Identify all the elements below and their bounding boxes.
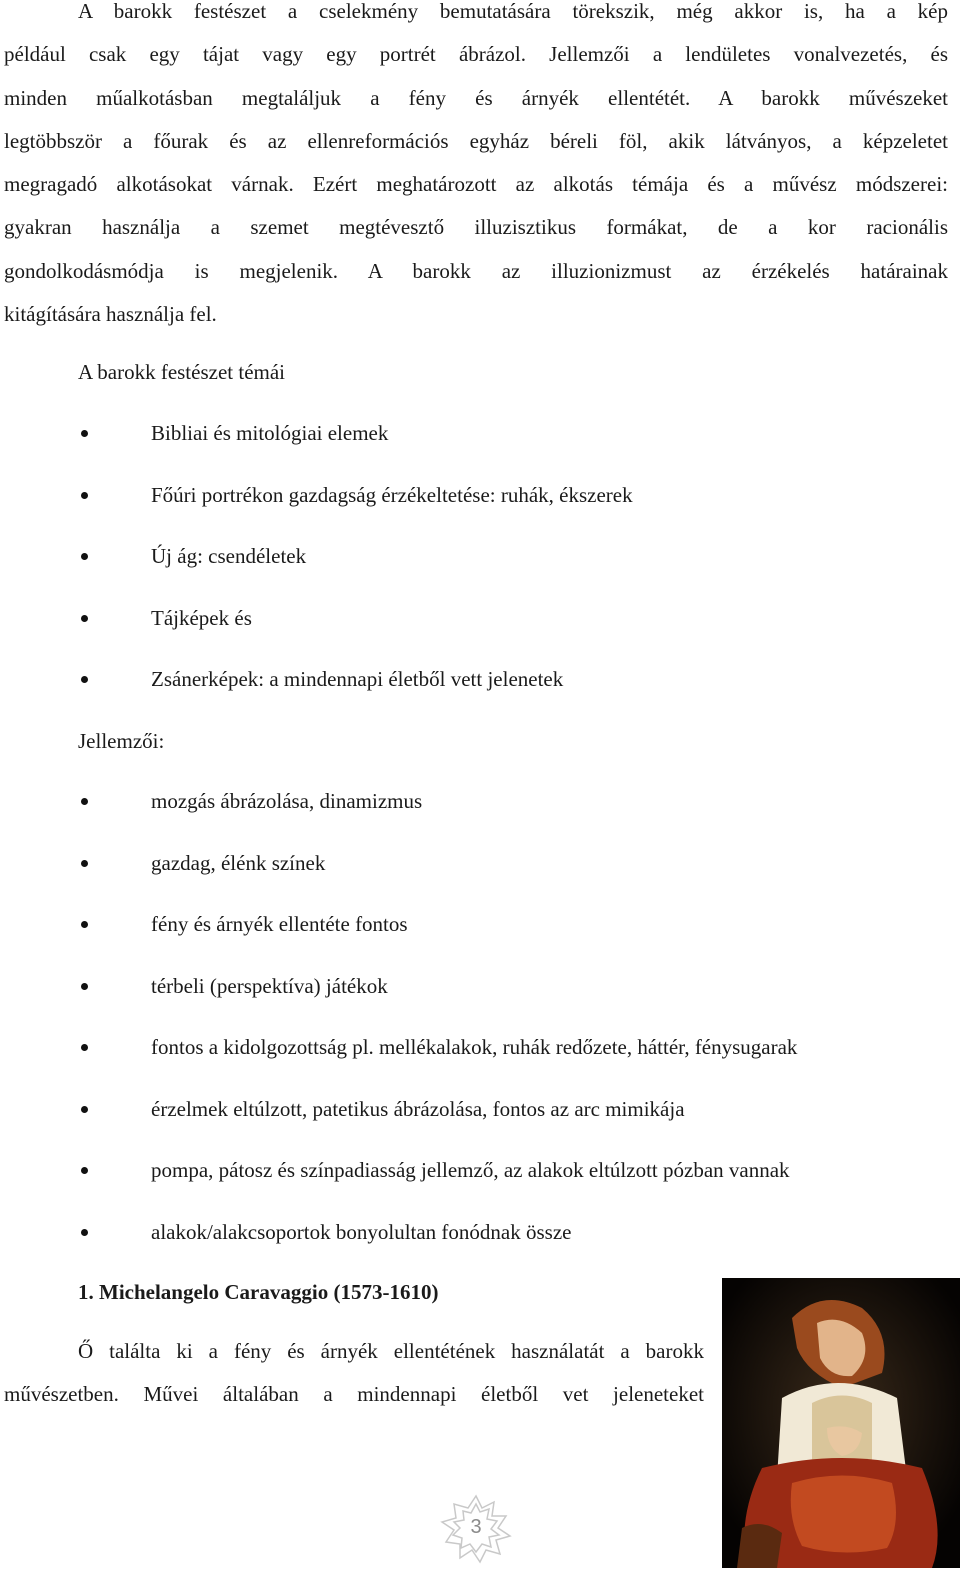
intro-line: gyakran használja a szemet megtévesztő illuzisztikus formákat, de a kor racionális (4, 215, 948, 240)
bullet-icon (81, 798, 88, 805)
list-item: fény és árnyék ellentéte fontos (0, 909, 960, 939)
list-item: Új ág: csendéletek (0, 541, 960, 571)
caravaggio-paragraph (4, 1330, 704, 1417)
intro-line: Ezért meghatározott az alkotás témája és a művész módszerei: (312, 172, 948, 197)
intro-line: például csak egy tájat vagy egy portrét ábrázol. Jellemzői a lendületes vonalvezetés, és (4, 42, 948, 67)
intro-line: A barokk az illuzionizmust az érzékelés határainak (367, 258, 949, 283)
list-item: pompa, pátosz és színpadiasság jellemző, az alakok eltúlzott pózban vannak (0, 1155, 960, 1185)
bullet-icon (81, 553, 88, 560)
list-item: alakok/alakcsoportok bonyolultan fonódnak össze (0, 1217, 960, 1247)
bullet-icon (81, 1167, 88, 1174)
page-number: 3 (470, 1516, 482, 1538)
list-item: Tájképek és (0, 603, 960, 633)
intro-line: minden műalkotásban megtaláljuk a fény és árnyék ellentétét. (4, 85, 691, 110)
list-item: Főúri portrékon gazdagság érzékeltetése: ruhák, ékszerek (0, 480, 960, 510)
intro-line: A barokk művészeket (718, 85, 949, 110)
bullet-icon (81, 1229, 88, 1236)
list-item: érzelmek eltúlzott, patetikus ábrázolása, fontos az arc mimikája (0, 1094, 960, 1124)
intro-line: legtöbbször a főurak és az ellenreformációs egyház béreli föl, akik látványos, a képzeletet (4, 128, 948, 153)
intro-line: gondolkodásmódja is megjelenik. (4, 258, 339, 283)
bullet-icon (81, 860, 88, 867)
list-item: gazdag, élénk színek (0, 848, 960, 878)
page-number-badge (426, 1492, 526, 1564)
intro-line: megragadó alkotásokat várnak. (4, 172, 294, 197)
bullet-icon (81, 1044, 88, 1051)
intro-line: kitágítására használja fel. (4, 302, 217, 327)
bullet-icon (81, 983, 88, 990)
caravaggio-line: művészetben. Művei általában a mindennapi életből vet jeleneteket (4, 1382, 704, 1407)
caravaggio-painting-image (722, 1278, 960, 1568)
bullet-icon (81, 1106, 88, 1113)
caravaggio-line: Ő találta ki a fény és árnyék ellentétének használatát a barokk (78, 1339, 704, 1363)
intro-line: A barokk festészet a cselekmény bemutatására törekszik, még akkor is, ha a kép (78, 0, 948, 23)
bullet-icon (81, 676, 88, 683)
intro-paragraph (4, 0, 948, 336)
bullet-icon (81, 921, 88, 928)
bullet-icon (81, 492, 88, 499)
painting-illustration (722, 1278, 960, 1568)
caravaggio-heading: 1. Michelangelo Caravaggio (1573-1610) (78, 1280, 439, 1304)
list-item: Bibliai és mitológiai elemek (0, 418, 960, 448)
list-item: mozgás ábrázolása, dinamizmus (0, 786, 960, 816)
themes-heading: A barokk festészet témái (78, 360, 286, 384)
bullet-icon (81, 430, 88, 437)
features-heading: Jellemzői: (78, 729, 165, 753)
list-item: Zsánerképek: a mindennapi életből vett jelenetek (0, 664, 960, 694)
list-item: térbeli (perspektíva) játékok (0, 971, 960, 1001)
list-item: fontos a kidolgozottság pl. mellékalakok, ruhák redőzete, háttér, fénysugarak (0, 1032, 960, 1062)
bullet-icon (81, 615, 88, 622)
